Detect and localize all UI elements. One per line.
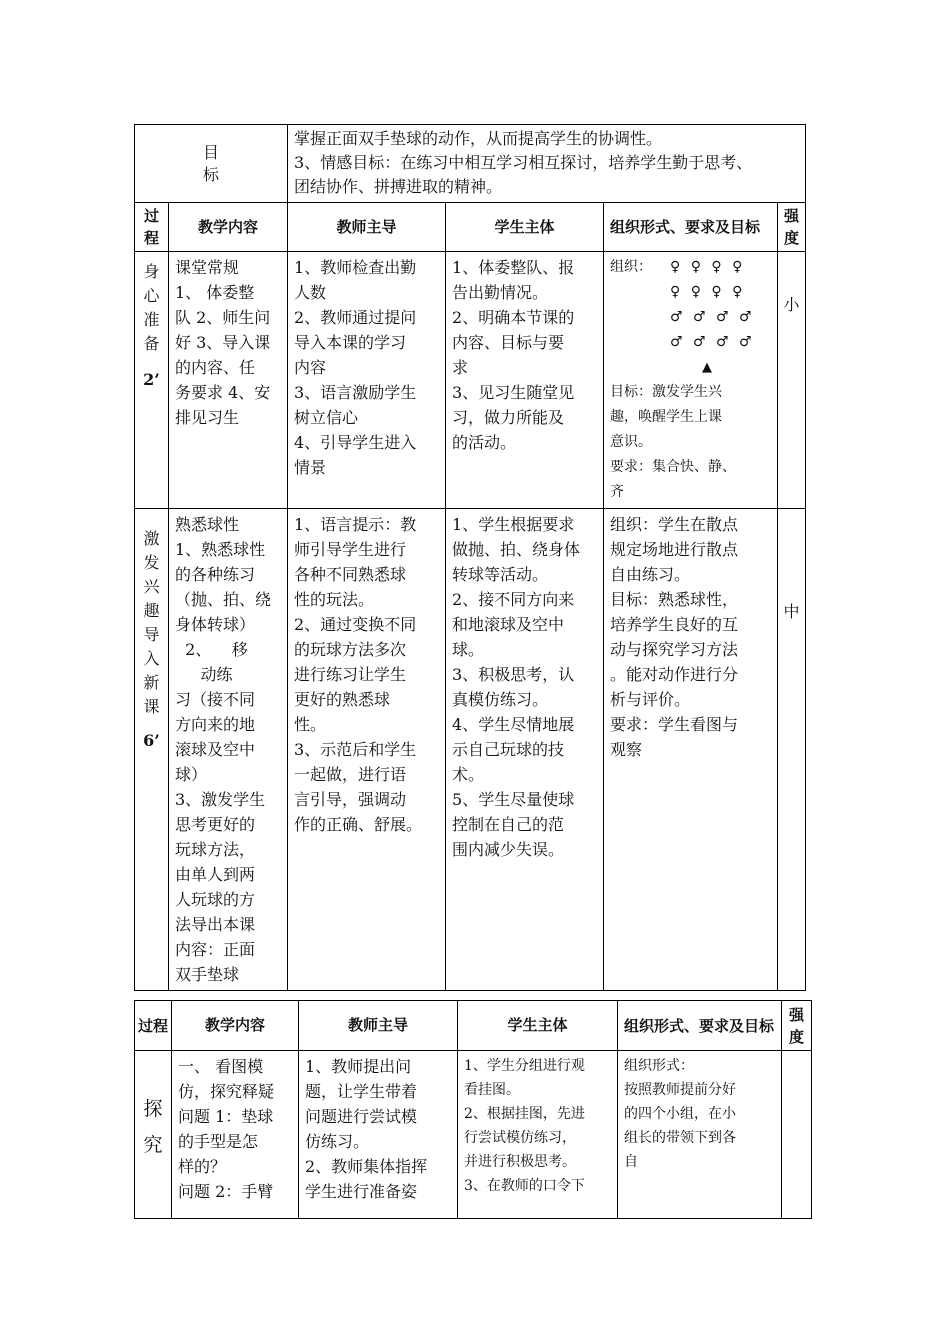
org-cell-explore: 组织形式： 按照教师提前分好 的四个小组，在小 组长的带领下到各 自 bbox=[618, 1051, 782, 1219]
header-content: 教学内容 bbox=[169, 203, 288, 252]
header-student: 学生主体 bbox=[446, 203, 604, 252]
content-cell-intro: 熟悉球性 1、熟悉球性 的各种练习 （抛、拍、绕 身体转球） 2、 移 动练 习（接不同 方向来的地 滚球及空中 球） 3、激发学生 思考更好的 玩球方法， 由单人到两 人玩球的方 法导出本课 内容：正面 双手垫球 bbox=[169, 509, 288, 991]
header-org: 组织形式、要求及目标 bbox=[618, 1001, 782, 1051]
header-content: 教学内容 bbox=[172, 1001, 299, 1051]
teacher-cell-warmup: 1、教师检查出勤 人数 2、教师通过提问 导入本课的学习 内容 3、语言激励学生 树立信心 4、引导学生进入 情景 bbox=[288, 252, 446, 509]
org-cell-warmup: 组织： ♀ ♀ ♀ ♀ ♀ ♀ ♀ ♀ ♂ ♂ ♂ ♂ ♂ ♂ ♂ ♂ ▲ 目标：激发学生兴 趣，唤醒学生上课 意识。 要求：集合快、静、 齐 bbox=[604, 252, 778, 509]
student-cell-warmup: 1、体委整队、报 告出勤情况。 2、明确本节课的 内容、目标与要 求 3、见习生随堂见 习，做力所能及 的活动。 bbox=[446, 252, 604, 509]
header-student: 学生主体 bbox=[458, 1001, 618, 1051]
teacher-cell-intro: 1、语言提示：教 师引导学生进行 各种不同熟悉球 性的玩法。 2、通过变换不同 的玩球方法多次 进行练习让学生 更好的熟悉球 性。 3、示范后和学生 一起做，进行语 言引导，强调动 作的正确、舒展。 bbox=[288, 509, 446, 991]
student-cell-explore: 1、学生分组进行观 看挂图。 2、根据挂图，先进 行尝试模仿练习， 并进行积极思考。 3、在教师的口令下 bbox=[458, 1051, 618, 1219]
goal-row bbox=[135, 125, 806, 203]
table-row-explore bbox=[135, 1051, 812, 1219]
intensity-cell-intro: 中 bbox=[778, 509, 806, 991]
header-row bbox=[135, 203, 806, 252]
process-cell-warmup bbox=[135, 252, 169, 509]
process-label: 激发兴趣导入新课 bbox=[143, 529, 160, 716]
header-teacher: 教师主导 bbox=[288, 203, 446, 252]
goal-text-cell: 掌握正面双手垫球的动作，从而提高学生的协调性。 3、情感目标：在练习中相互学习相互探讨，培养学生勤于思考、 团结协作、拼搏进取的精神。 bbox=[288, 125, 806, 203]
formation-row-2: ♀ ♀ ♀ ♀ bbox=[670, 284, 746, 300]
header-intensity: 强度 bbox=[778, 203, 806, 252]
table-row-warmup bbox=[135, 252, 806, 509]
student-cell-intro: 1、学生根据要求 做抛、拍、绕身体 转球等活动。 2、接不同方向来 和地滚球及空中 球。 3、积极思考，认 真模仿练习。 4、学生尽情地展 示自己玩球的技 术。 5、学生尽量使球 控制在自己的范 围内减少失误。 bbox=[446, 509, 604, 991]
header-intensity: 强度 bbox=[782, 1001, 812, 1051]
time-label: 6’ bbox=[143, 731, 160, 750]
formation-row-4: ♂ ♂ ♂ ♂ bbox=[670, 334, 755, 350]
time-label: 2’ bbox=[143, 370, 160, 389]
teacher-cell-explore: 1、教师提出问 题，让学生带着 问题进行尝试模 仿练习。 2、教师集体指挥 学生进行准备姿 bbox=[299, 1051, 458, 1219]
process-label: 身心准备 bbox=[143, 262, 160, 353]
intensity-cell-explore bbox=[782, 1051, 812, 1219]
content-cell-warmup: 课堂常规 1、 体委整 队 2、师生问 好 3、导入课 的内容、任 务要求 4、安 排见习生 bbox=[169, 252, 288, 509]
header-process: 过程 bbox=[135, 203, 169, 252]
lesson-plan-table-1 bbox=[134, 124, 806, 991]
content-cell-explore: 一、 看图模 仿，探究释疑 问题 1：垫球 的手型是怎 样的？ 问题 2：手臂 bbox=[172, 1051, 299, 1219]
process-cell-intro bbox=[135, 509, 169, 991]
table-row-intro bbox=[135, 509, 806, 991]
process-cell-explore: 探究 bbox=[135, 1051, 172, 1219]
formation-row-1: ♀ ♀ ♀ ♀ bbox=[670, 259, 746, 275]
lesson-plan-table-2 bbox=[134, 1000, 812, 1219]
header-row bbox=[135, 1001, 812, 1051]
header-org: 组织形式、要求及目标 bbox=[604, 203, 778, 252]
formation-row-3: ♂ ♂ ♂ ♂ bbox=[670, 309, 755, 325]
header-process: 过程 bbox=[135, 1001, 172, 1051]
teacher-marker-icon: ▲ bbox=[702, 360, 713, 375]
header-teacher: 教师主导 bbox=[299, 1001, 458, 1051]
goal-label-cell: 目 标 bbox=[135, 125, 288, 203]
org-cell-intro: 组织：学生在散点 规定场地进行散点 自由练习。 目标：熟悉球性， 培养学生良好的互 动与探究学习方法 。能对动作进行分 析与评价。 要求：学生看图与 观察 bbox=[604, 509, 778, 991]
intensity-cell-warmup: 小 bbox=[778, 252, 806, 509]
org-label: 组织： bbox=[610, 259, 653, 275]
